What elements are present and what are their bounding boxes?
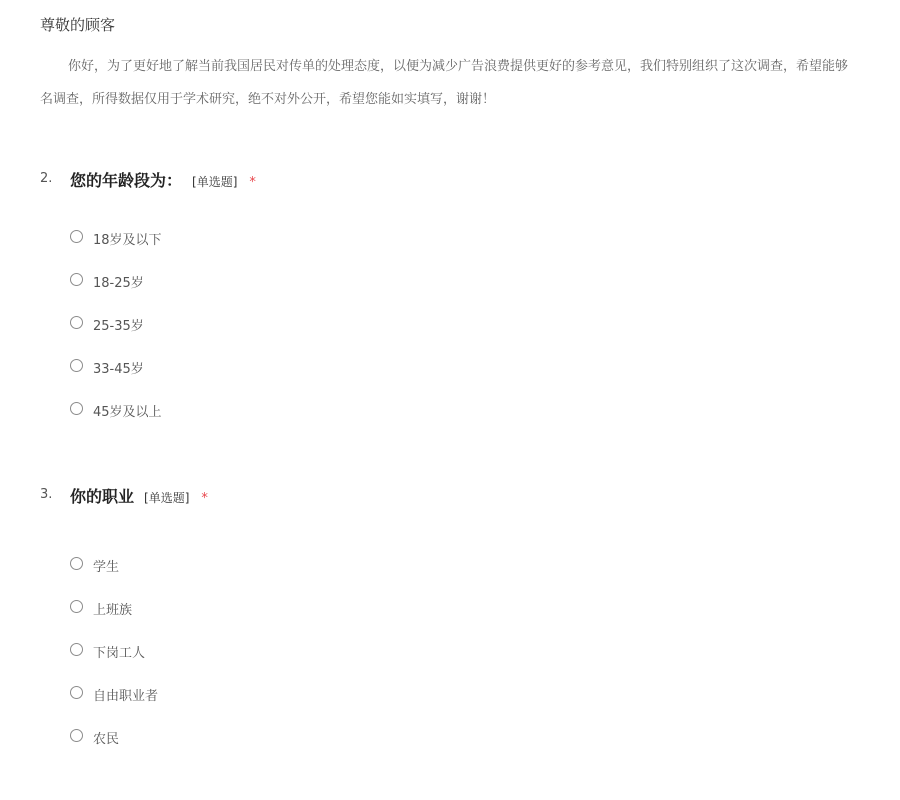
radio-button[interactable] xyxy=(70,230,83,243)
option-label[interactable]: 上班族 xyxy=(93,603,133,618)
question-title: 您的年龄段为： xyxy=(70,171,183,190)
radio-button[interactable] xyxy=(70,729,83,742)
required-marker: * xyxy=(201,491,208,506)
radio-button[interactable] xyxy=(70,273,83,286)
question-number: 2. xyxy=(40,171,53,186)
intro-line: 名调查，所得数据仅用于学术研究，绝不对外公开，希望您能如实填写，谢谢！ xyxy=(40,92,496,107)
question-header xyxy=(40,168,880,194)
option-label[interactable]: 18-25岁 xyxy=(93,276,144,291)
required-marker: * xyxy=(249,175,256,190)
greeting-heading: 尊敬的顾客 xyxy=(40,16,116,34)
option-label[interactable]: 学生 xyxy=(93,560,120,575)
radio-button[interactable] xyxy=(70,643,83,656)
question-occupation xyxy=(40,484,880,747)
option-label[interactable]: 25-35岁 xyxy=(93,319,144,334)
radio-button[interactable] xyxy=(70,316,83,329)
option-label[interactable]: 18岁及以下 xyxy=(93,233,162,248)
option-label[interactable]: 农民 xyxy=(93,732,120,747)
option-label[interactable]: 45岁及以上 xyxy=(93,405,162,420)
radio-button[interactable] xyxy=(70,686,83,699)
question-age xyxy=(40,168,880,420)
radio-button[interactable] xyxy=(70,600,83,613)
option-label[interactable]: 33-45岁 xyxy=(93,362,144,377)
question-header xyxy=(40,484,880,510)
option-label[interactable]: 自由职业者 xyxy=(93,689,159,704)
option-label[interactable]: 下岗工人 xyxy=(93,646,146,661)
radio-button[interactable] xyxy=(70,557,83,570)
question-type-badge: [单选题] xyxy=(192,175,238,189)
question-type-badge: [单选题] xyxy=(144,491,190,505)
question-title: 你的职业 xyxy=(70,487,135,506)
intro-paragraph xyxy=(40,56,900,116)
radio-button[interactable] xyxy=(70,359,83,372)
radio-button[interactable] xyxy=(70,402,83,415)
intro-line: 你好，为了更好地了解当前我国居民对传单的处理态度，以便为减少广告浪费提供更好的参考意见，我们特别组织了这次调查，希望能够 xyxy=(68,59,849,74)
question-number: 3. xyxy=(40,487,53,502)
